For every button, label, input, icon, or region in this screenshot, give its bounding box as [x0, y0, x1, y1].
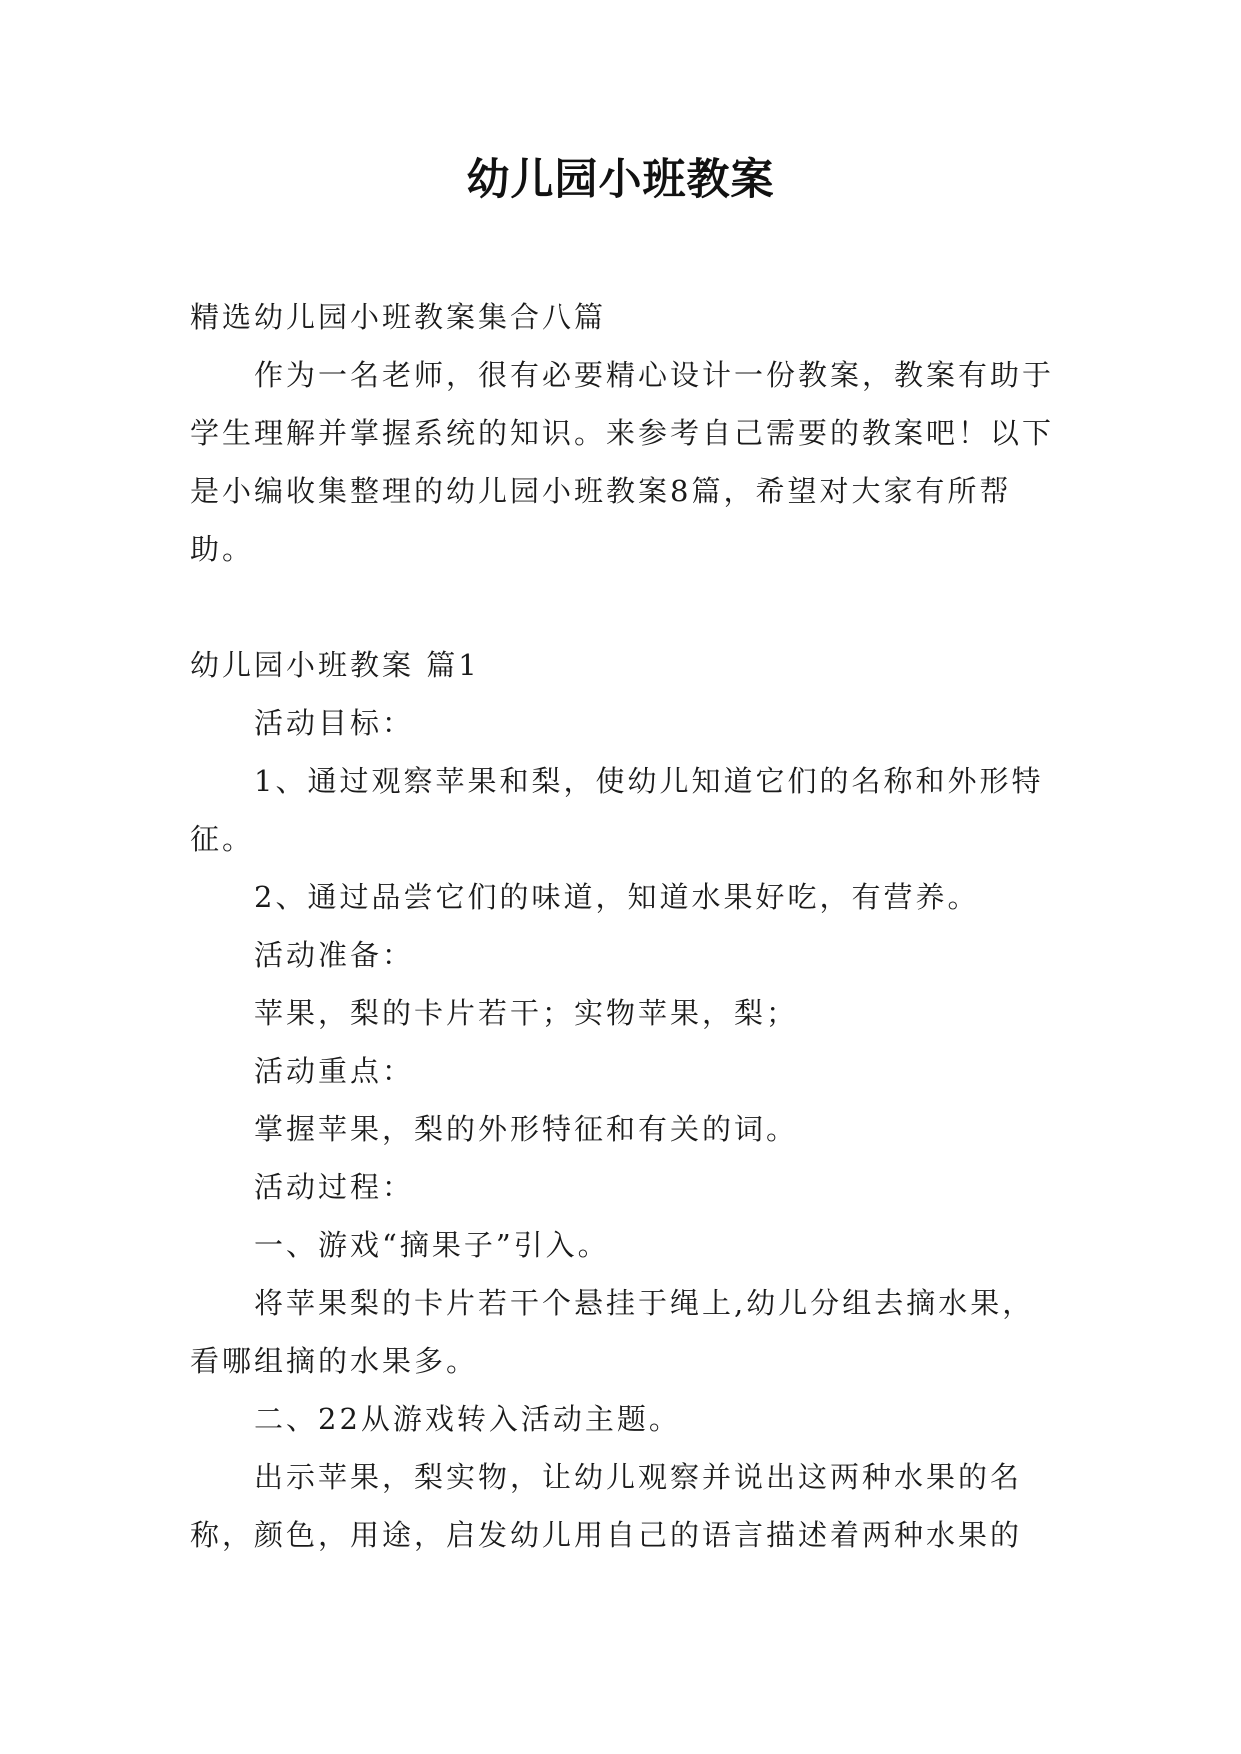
paragraph: 活动目标：	[254, 706, 415, 740]
paragraph: 出示苹果，梨实物，让幼儿观察并说出这两种水果的名称，颜色，用途，启发幼儿用自己的语言描述着两种水果的	[190, 1460, 1023, 1552]
paragraph: 一、游戏“摘果子”引入。	[254, 1228, 610, 1262]
spacer	[190, 578, 1060, 636]
document-title: 幼儿园小班教案	[466, 155, 775, 205]
section-heading: 幼儿园小班教案 篇1	[190, 648, 480, 682]
paragraph: 活动准备：	[254, 938, 415, 972]
paragraph: 二、22从游戏转入活动主题。	[254, 1402, 681, 1436]
paragraph: 苹果，梨的卡片若干；实物苹果，梨；	[254, 996, 799, 1030]
paragraph: 掌握苹果，梨的外形特征和有关的词。	[254, 1112, 799, 1146]
paragraph: 活动重点：	[254, 1054, 415, 1088]
paragraph: 活动过程：	[254, 1170, 415, 1204]
paragraph: 2、通过品尝它们的味道，知道水果好吃，有营养。	[254, 880, 980, 914]
document-body	[190, 288, 1060, 1564]
paragraph: 将苹果梨的卡片若干个悬挂于绳上,幼儿分组去摘水果，看哪组摘的水果多。	[190, 1286, 1035, 1378]
intro-paragraph: 作为一名老师，很有必要精心设计一份教案，教案有助于学生理解并掌握系统的知识。来参考自己需要的教案吧！以下是小编收集整理的幼儿园小班教案8篇，希望对大家有所帮助。	[190, 358, 1055, 566]
subtitle: 精选幼儿园小班教案集合八篇	[190, 300, 607, 334]
paragraph: 1、通过观察苹果和梨，使幼儿知道它们的名称和外形特征。	[190, 764, 1044, 856]
